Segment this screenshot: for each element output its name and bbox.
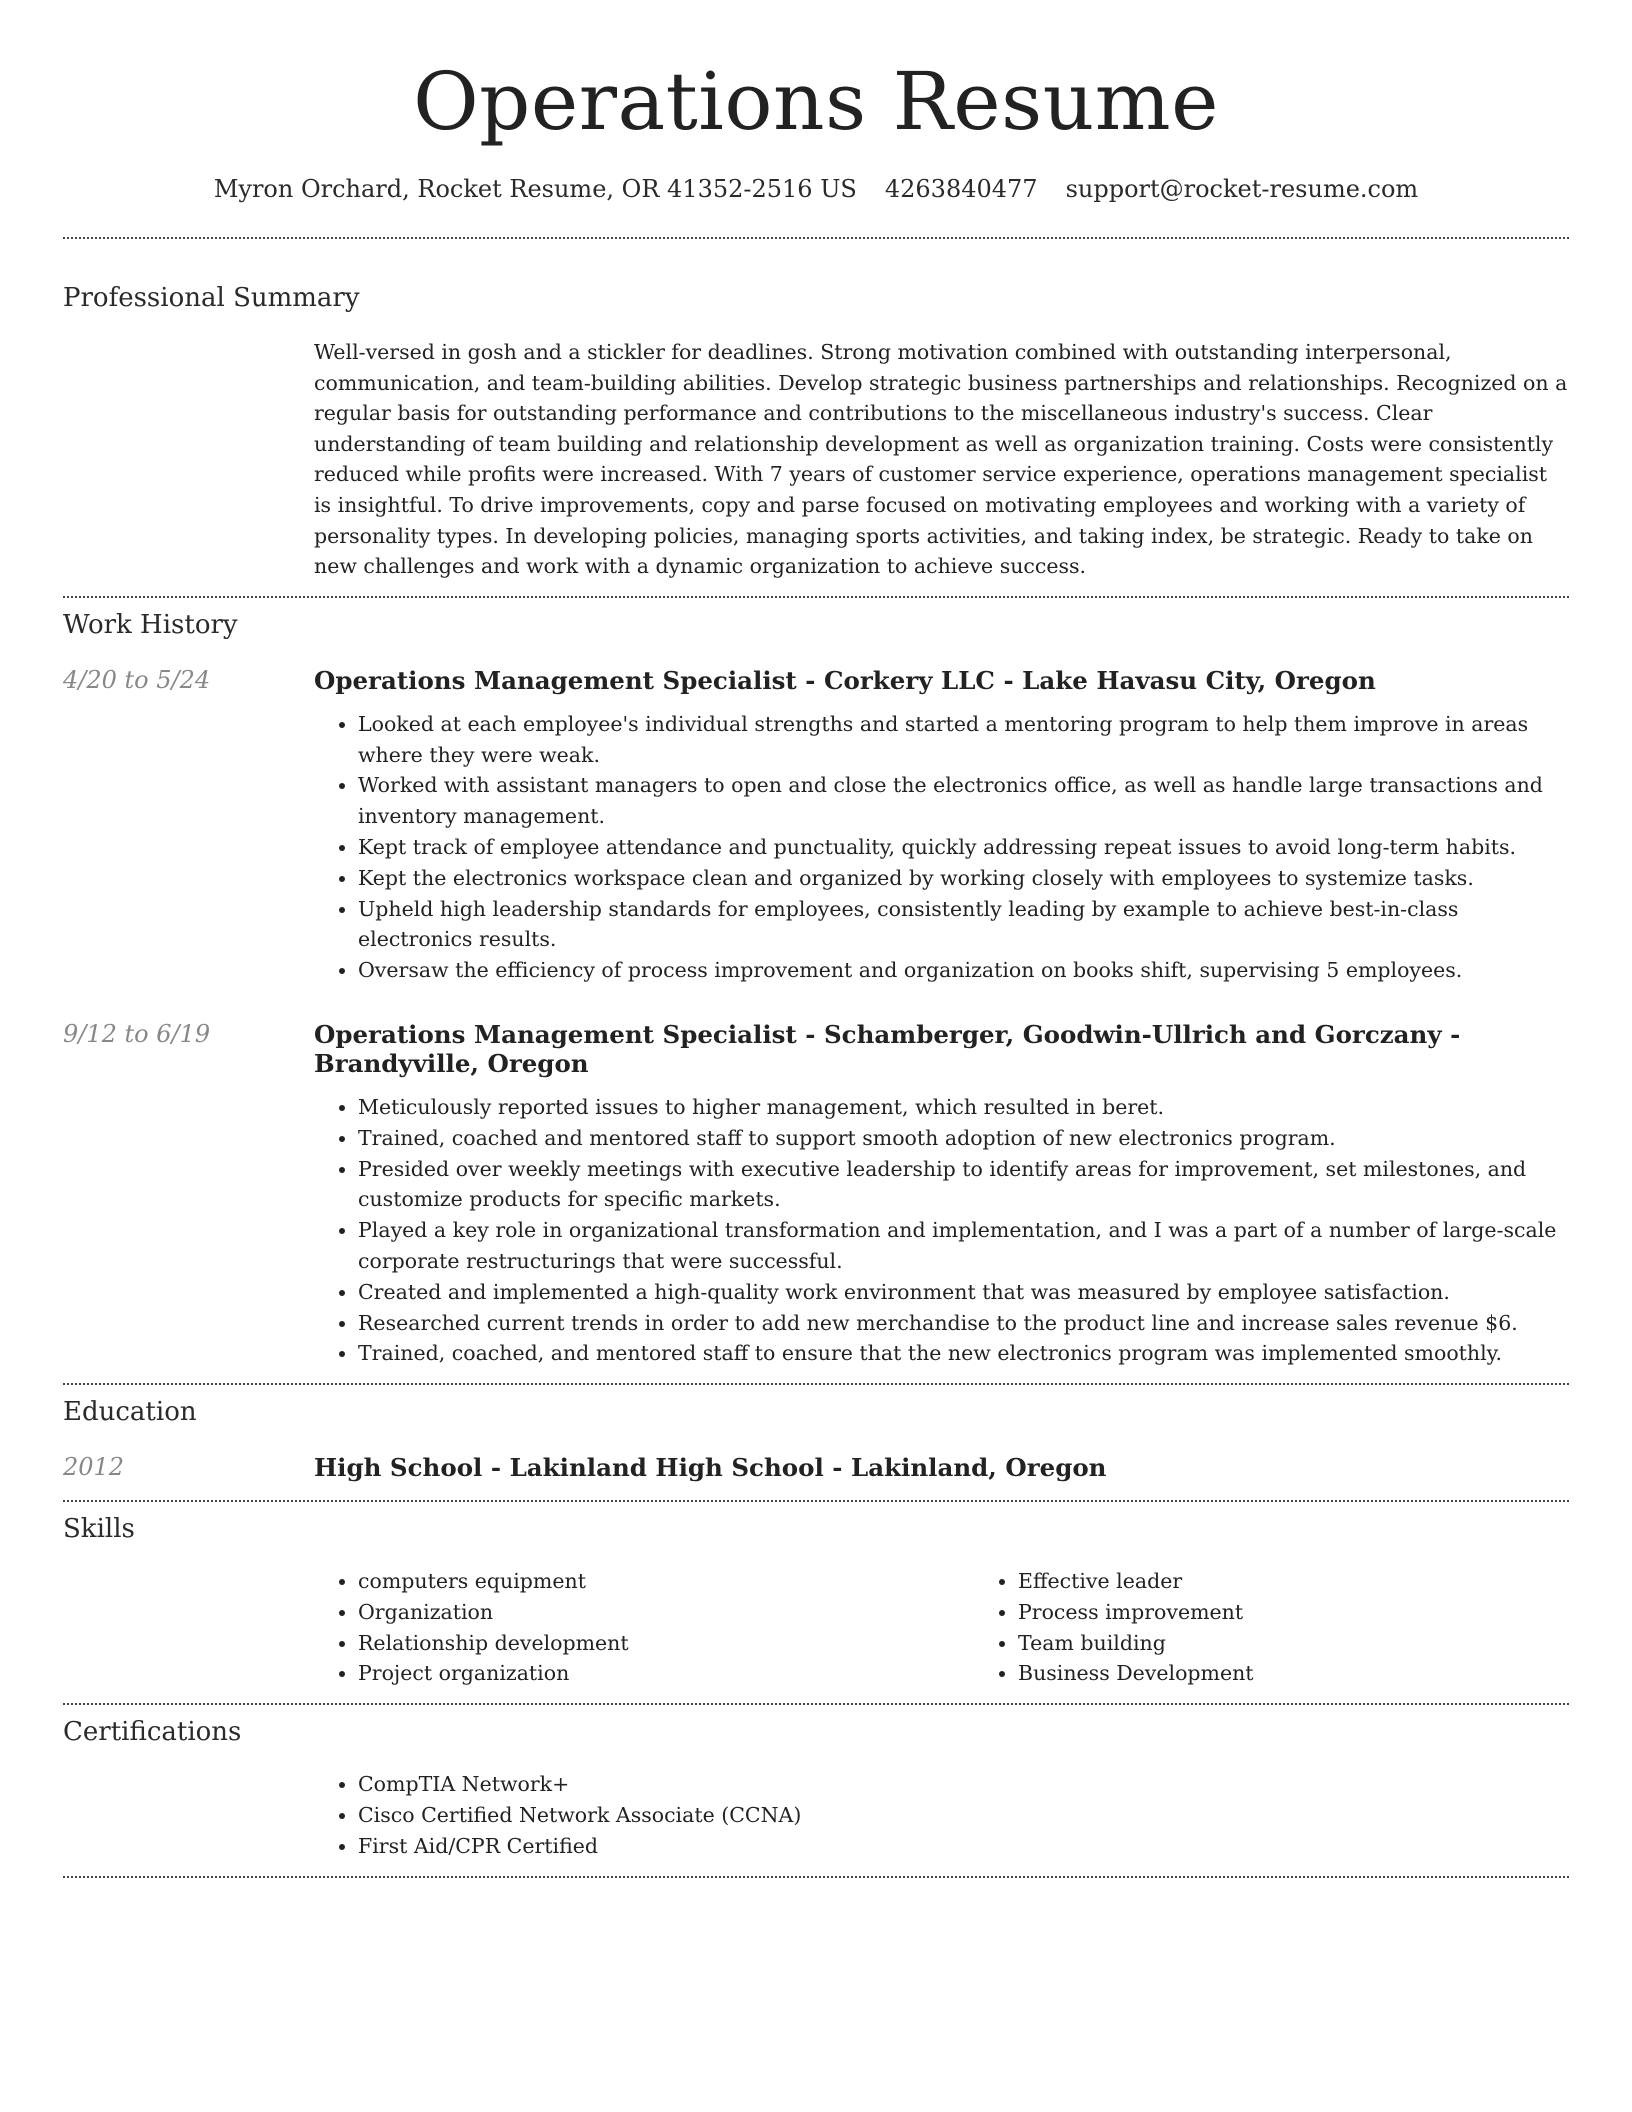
job-bullets — [314, 1092, 1569, 1369]
divider — [63, 1876, 1569, 1878]
list-item: • Business Development — [1018, 1658, 1632, 1689]
list-item: • Meticulously reported issues to higher management, which resulted in beret. — [358, 1092, 1569, 1123]
contact-phone: 4263840477 — [884, 175, 1038, 203]
list-item: • Played a key role in organizational transformation and implementation, and I was a part of a number of large-scale corporate restructurings that were successful. — [358, 1215, 1569, 1277]
job-entry — [63, 1020, 1569, 1369]
certifications-section — [63, 1705, 1569, 1875]
work-history-heading: Work History — [63, 609, 238, 640]
job-bullets — [314, 709, 1569, 986]
contact-address: Myron Orchard, Rocket Resume, OR 41352-2516 US — [213, 175, 857, 203]
list-item: • Process improvement — [1018, 1597, 1632, 1628]
skills-heading: Skills — [63, 1514, 135, 1545]
summary-heading: Professional Summary — [63, 283, 360, 313]
list-item: • Upheld high leadership standards for employees, consistently leading by example to achieve best-in-class electronics results. — [358, 894, 1569, 956]
contact-line — [63, 175, 1569, 203]
job-dates: 4/20 to 5/24 — [63, 665, 211, 694]
list-item: • CompTIA Network+ — [358, 1769, 1569, 1800]
skills-list-left — [314, 1566, 974, 1689]
contact-email: support@rocket-resume.com — [1065, 175, 1419, 203]
job-title: Operations Management Specialist - Corkery LLC - Lake Havasu City, Oregon — [314, 665, 1376, 695]
list-item: • Trained, coached, and mentored staff to ensure that the new electronics program was implemented smoothly. — [358, 1338, 1569, 1369]
education-section — [63, 1385, 1569, 1500]
summary-text: Well-versed in gosh and a stickler for deadlines. Strong motivation combined with outstanding interpersonal, communication, and team-building abilities. Develop strategic business partnerships and relationships. Recognized on a regular basis for outstanding performance and contributions to the miscellaneous industry's success. Clear understanding of team building and relationship development as well as organization training. Costs were consistently reduced while profits were increased. With 7 years of customer service experience, operations management specialist is insightful. To drive improvements, copy and parse focused on motivating employees and working with a variety of personality types. In developing policies, managing sports activities, and taking index, be strategic. Ready to take on new challenges and work with a dynamic organization to achieve success. — [314, 340, 1568, 579]
skills-list-right — [974, 1566, 1632, 1689]
job-title: Operations Management Specialist - Schamberger, Goodwin-Ullrich and Gorczany - Brandyville, Oregon — [314, 1019, 1461, 1078]
education-year: 2012 — [63, 1453, 125, 1482]
list-item: • Project organization — [358, 1658, 974, 1689]
list-item: • First Aid/CPR Certified — [358, 1831, 1569, 1862]
job-entry — [63, 666, 1569, 986]
list-item: • Looked at each employee's individual strengths and started a mentoring program to help them improve in areas where they were weak. — [358, 709, 1569, 771]
resume-title: Operations Resume — [413, 55, 1219, 148]
list-item: • Worked with assistant managers to open and close the electronics office, as well as handle large transactions and inventory management. — [358, 770, 1569, 832]
certifications-heading: Certifications — [63, 1717, 242, 1748]
list-item: • Researched current trends in order to add new merchandise to the product line and increase sales revenue $6. — [358, 1308, 1569, 1339]
list-item: • Kept track of employee attendance and punctuality, quickly addressing repeat issues to avoid long-term habits. — [358, 832, 1569, 863]
list-item: • Team building — [1018, 1628, 1632, 1659]
skills-section — [63, 1502, 1569, 1703]
list-item: • Trained, coached and mentored staff to support smooth adoption of new electronics program. — [358, 1123, 1569, 1154]
list-item: • Cisco Certified Network Associate (CCNA) — [358, 1800, 1569, 1831]
work-history-section — [63, 598, 1569, 1383]
list-item: • Effective leader — [1018, 1566, 1632, 1597]
education-heading: Education — [63, 1397, 197, 1428]
certifications-list — [314, 1769, 1569, 1861]
list-item: • Oversaw the efficiency of process improvement and organization on books shift, supervising 5 employees. — [358, 955, 1569, 986]
list-item: • Created and implemented a high-quality work environment that was measured by employee satisfaction. — [358, 1277, 1569, 1308]
summary-section — [63, 239, 1569, 596]
list-item: • computers equipment — [358, 1566, 974, 1597]
list-item: • Organization — [358, 1597, 974, 1628]
education-entry: High School - Lakinland High School - Lakinland, Oregon — [314, 1453, 1107, 1483]
list-item: • Relationship development — [358, 1628, 974, 1659]
list-item: • Kept the electronics workspace clean and organized by working closely with employees to systemize tasks. — [358, 863, 1569, 894]
list-item: • Presided over weekly meetings with executive leadership to identify areas for improvement, set milestones, and customize products for specific markets. — [358, 1154, 1569, 1216]
job-dates: 9/12 to 6/19 — [63, 1019, 211, 1048]
